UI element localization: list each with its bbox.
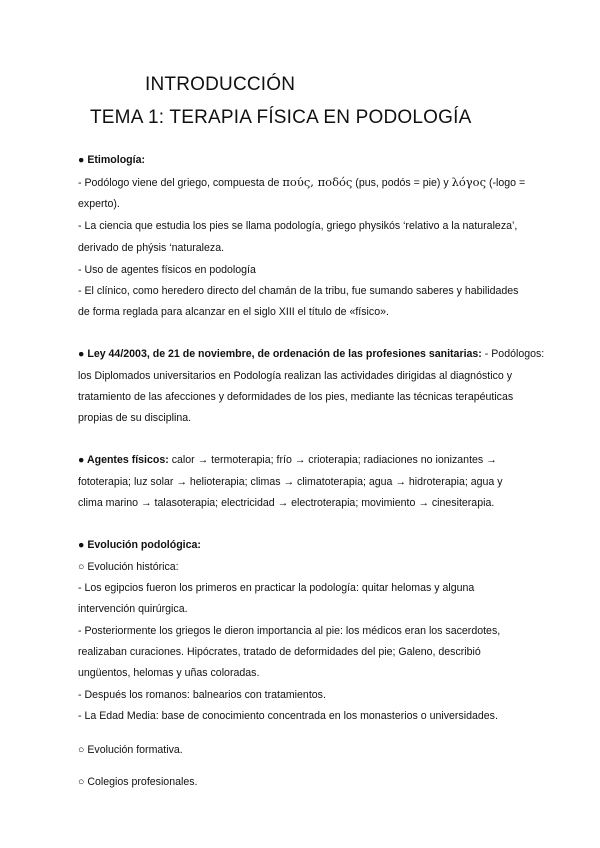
paragraph-line: tratamiento de las afecciones y deformidades de los pies, mediante las técnicas terapéuticas <box>78 391 514 403</box>
section-heading-agentes <box>78 453 558 467</box>
paragraph-line: experto). <box>78 198 120 210</box>
paragraph-line: realizaban curaciones. Hipócrates, tratado de deformidades del pie; Galeno, describió <box>78 646 481 658</box>
paragraph-line <box>78 175 558 190</box>
paragraph-line: clima marino → talasoterapia; electricidad → electroterapia; movimiento → cinesiterapia. <box>78 497 495 509</box>
section-heading-evolucion <box>78 538 558 552</box>
paragraph-line: derivado de phýsis ‘naturaleza. <box>78 242 225 254</box>
heading-text: ● Evolución podológica: <box>78 539 201 551</box>
text-run: - Podólogos: <box>481 348 545 360</box>
paragraph-line: - La Edad Media: base de conocimiento concentrada en los monasterios o universidades. <box>78 710 498 722</box>
paragraph-line: - Uso de agentes físicos en podología <box>78 264 256 276</box>
section-heading-etimologia <box>78 153 558 167</box>
greek-term: λόγος <box>451 175 487 189</box>
paragraph-line: ungüentos, helomas y uñas coloradas. <box>78 667 260 679</box>
paragraph-line: de forma reglada para alcanzar en el siglo XIII el título de «físico». <box>78 306 389 318</box>
greek-term: πούς, ποδός <box>282 175 353 189</box>
text-run: (pus, podós = pie) y <box>352 177 452 189</box>
paragraph-line: - La ciencia que estudia los pies se llama podología, griego physikós ‘relativo a la naturaleza’, <box>78 220 518 232</box>
paragraph-line: - El clínico, como heredero directo del chamán de la tribu, fue sumando saberes y habilidades <box>78 285 519 297</box>
paragraph-line: los Diplomados universitarios en Podología realizan las actividades dirigidas al diagnóstico y <box>78 370 512 382</box>
page-subtitle: TEMA 1: TERAPIA FÍSICA EN PODOLOGÍA <box>90 107 472 128</box>
heading-text: ● Etimología: <box>78 154 146 166</box>
text-run: - Podólogo viene del griego, compuesta de <box>78 177 283 189</box>
paragraph-line: - Posteriormente los griegos le dieron importancia al pie: los médicos eran los sacerdotes, <box>78 625 501 637</box>
text-run: calor → termoterapia; frío → crioterapia; radiaciones no ionizantes → <box>168 454 497 466</box>
heading-text: ● Ley 44/2003, de 21 de noviembre, de ordenación de las profesiones sanitarias: <box>78 348 482 360</box>
heading-text: ● Agentes físicos: <box>78 454 169 466</box>
section-heading-ley <box>78 347 558 361</box>
text-run: (-logo = <box>486 177 526 189</box>
paragraph-line: fototerapia; luz solar → helioterapia; climas → climatoterapia; agua → hidroterapia; agua y <box>78 476 503 488</box>
page-title: INTRODUCCIÓN <box>145 74 296 95</box>
paragraph-line: - Después los romanos: balnearios con tratamientos. <box>78 689 326 701</box>
paragraph-line: intervención quirúrgica. <box>78 603 188 615</box>
paragraph-line: ○ Evolución formativa. <box>78 744 183 756</box>
paragraph-line: ○ Colegios profesionales. <box>78 776 198 788</box>
paragraph-line: propias de su disciplina. <box>78 412 192 424</box>
paragraph-line: ○ Evolución histórica: <box>78 561 179 573</box>
paragraph-line: - Los egipcios fueron los primeros en practicar la podología: quitar helomas y alguna <box>78 582 475 594</box>
